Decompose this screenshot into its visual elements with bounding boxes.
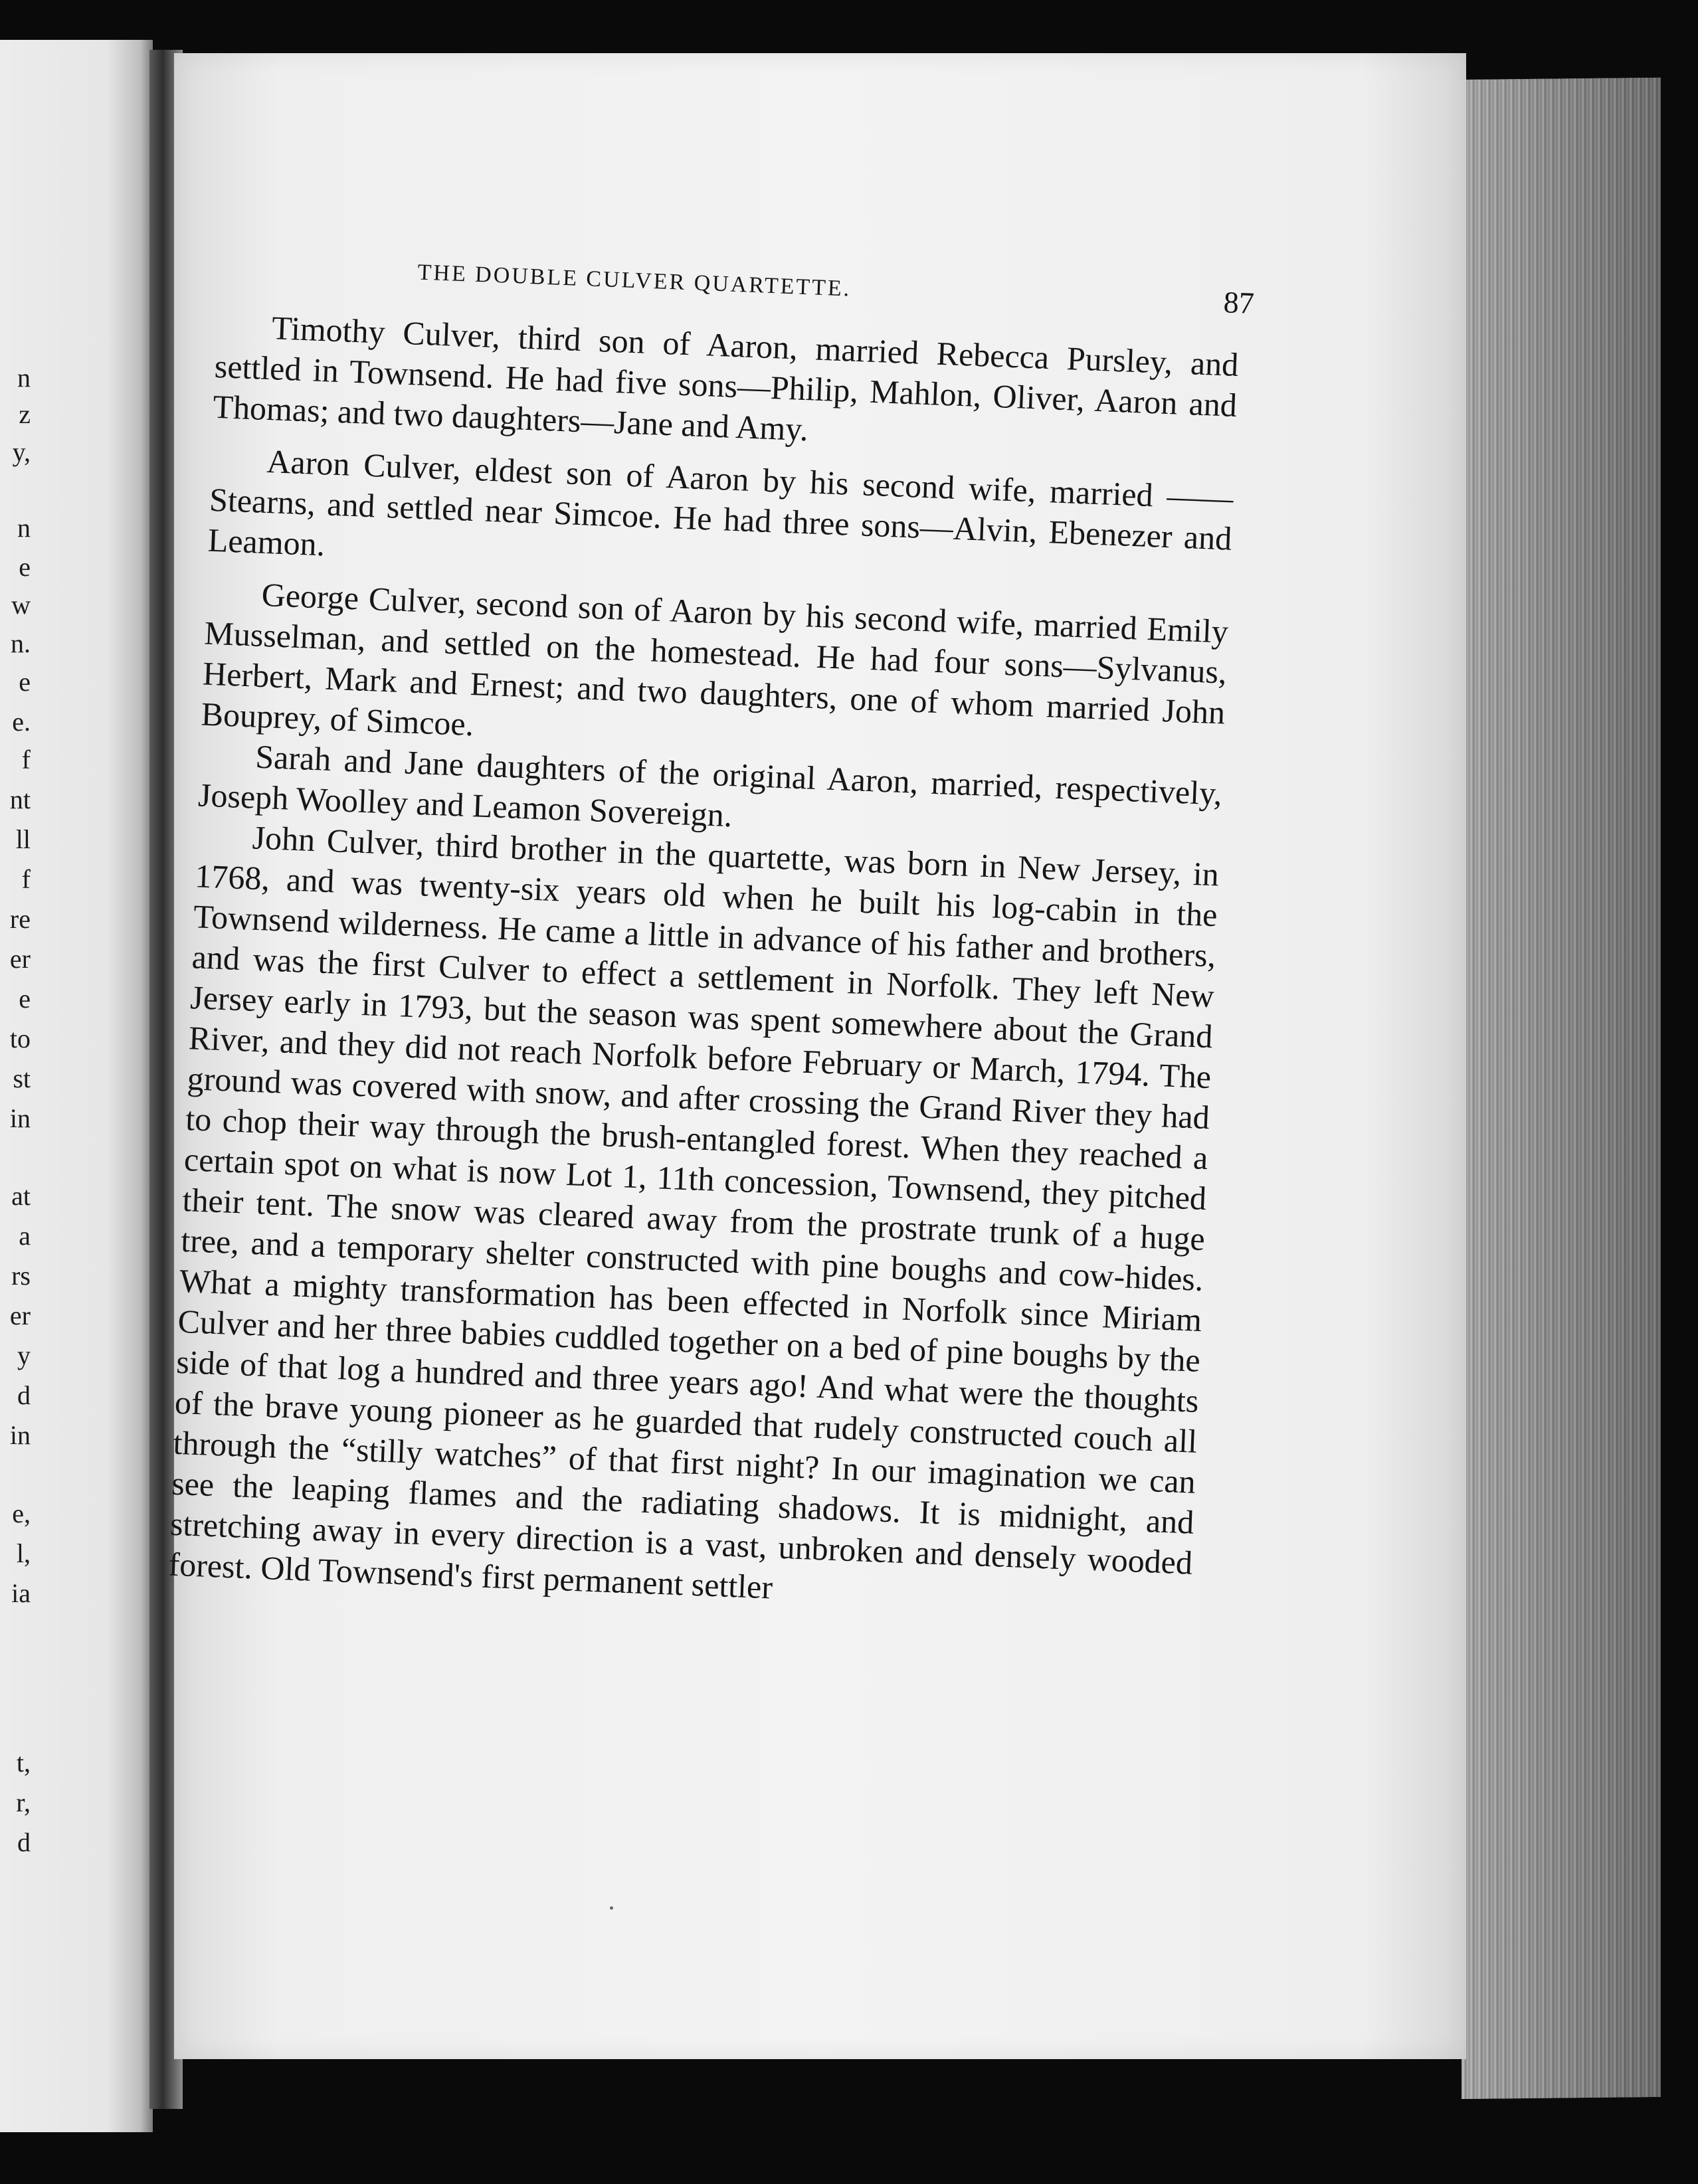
paragraph-aaron-culver: Aaron Culver, eldest son of Aaron by his second wife, married —— Stearns, and settled near Simcoe. He had three sons—Alvin, Ebenezer and Leamon. [207,442,1234,563]
left-fragment: f [21,745,31,774]
running-title: THE DOUBLE CULVER QUARTETTE. [417,260,852,302]
page-speck [610,1906,613,1910]
left-fragment: rs [11,1261,31,1291]
left-fragment: n. [11,628,31,658]
left-fragment: er [9,1301,31,1330]
left-fragment: e [19,984,31,1014]
left-fragment: d [17,1827,31,1857]
left-fragment: d [17,1380,31,1410]
paragraph-timothy-culver: Timothy Culver, third son of Aaron, married Rebecca Pursley, and settled in Townsend. He had five sons—Philip, Mahlon, Oliver, Aaron and Thomas; and two daughters—Jane and Amy. [212,309,1240,448]
paragraph-sarah-and-jane: Sarah and Jane daughters of the original Aaron, married, respectively, Joseph Woolley and Leamon Sovereign. [197,737,1223,834]
left-fragment: ll [15,824,31,854]
left-fragment: er [9,944,31,974]
left-fragment: r, [16,1787,31,1817]
left-fragment: l, [16,1538,31,1568]
left-fragment: e, [12,1499,31,1528]
left-fragment: to [9,1024,31,1053]
left-fragment: e. [12,707,31,737]
left-fragment: in [9,1103,31,1133]
left-fragment: y, [12,437,31,467]
left-fragment: ia [11,1578,31,1608]
left-fragment: y [17,1340,31,1370]
left-fragment: f [21,864,31,894]
left-fragment: n [17,513,31,543]
left-fragment: n [17,363,31,393]
left-fragment: at [11,1181,31,1211]
left-fragment: t, [16,1748,31,1777]
page-text-block [167,246,1255,1624]
left-fragment: z [19,399,31,429]
left-fragment: e [19,552,31,582]
left-fragment: re [9,904,31,934]
paragraph-george-culver: George Culver, second son of Aaron by his second wife, married Emily Musselman, and settled on the homestead. He had four sons—Sylvanus, Herbert, Mark and Ernest; and two daughters, one of whom married John Bouprey, of Simcoe. [200,575,1229,743]
left-fragment: a [19,1221,31,1251]
left-fragment: st [13,1063,31,1093]
left-fragment: nt [9,784,31,814]
page-edges [1462,78,1661,2099]
paragraph-john-culver: John Culver, third brother in the quartette, was born in New Jersey, in 1768, and was twenty-six years old when he built his log-cabin in the Townsend wilderness. He came a little in advance of his father and brothers, and was the first Culver to effect a settlement in Norfolk. They left New Jersey early in 1793, but the season was spent somewhere about the Grand River, and they did not reach Norfolk before February or March, 1794. The ground was covered with snow, and after crossing the Grand River they had to chop their way through the brush-entangled forest. When they reached a certain spot on what is now Lot 1, 11th concession, Townsend, they pitched their tent. The snow was cleared away from the prostrate trunk of a huge tree, and a temporary shelter constructed with pine boughs and cow-hides. What a mighty transformation has been effected in Norfolk since Miriam Culver and her three babies cuddled together on a bed of pine boughs by the side of that log a hundred and three years ago! And what were the thoughts of the brave young pioneer as he guarded that rudely constructed couch all through the “stilly watches” of that first night? In our imagination we can see the leaping flames and the radiating shadows. It is midnight, and stretching away in every direction is a vast, unbroken and densely wooded forest. Old Townsend's first permanent settler [167,818,1220,1606]
left-fragment: e [19,667,31,697]
left-fragment: w [11,590,31,620]
page-number: 87 [1222,285,1255,320]
left-page [0,40,153,2132]
left-fragment: in [9,1420,31,1450]
